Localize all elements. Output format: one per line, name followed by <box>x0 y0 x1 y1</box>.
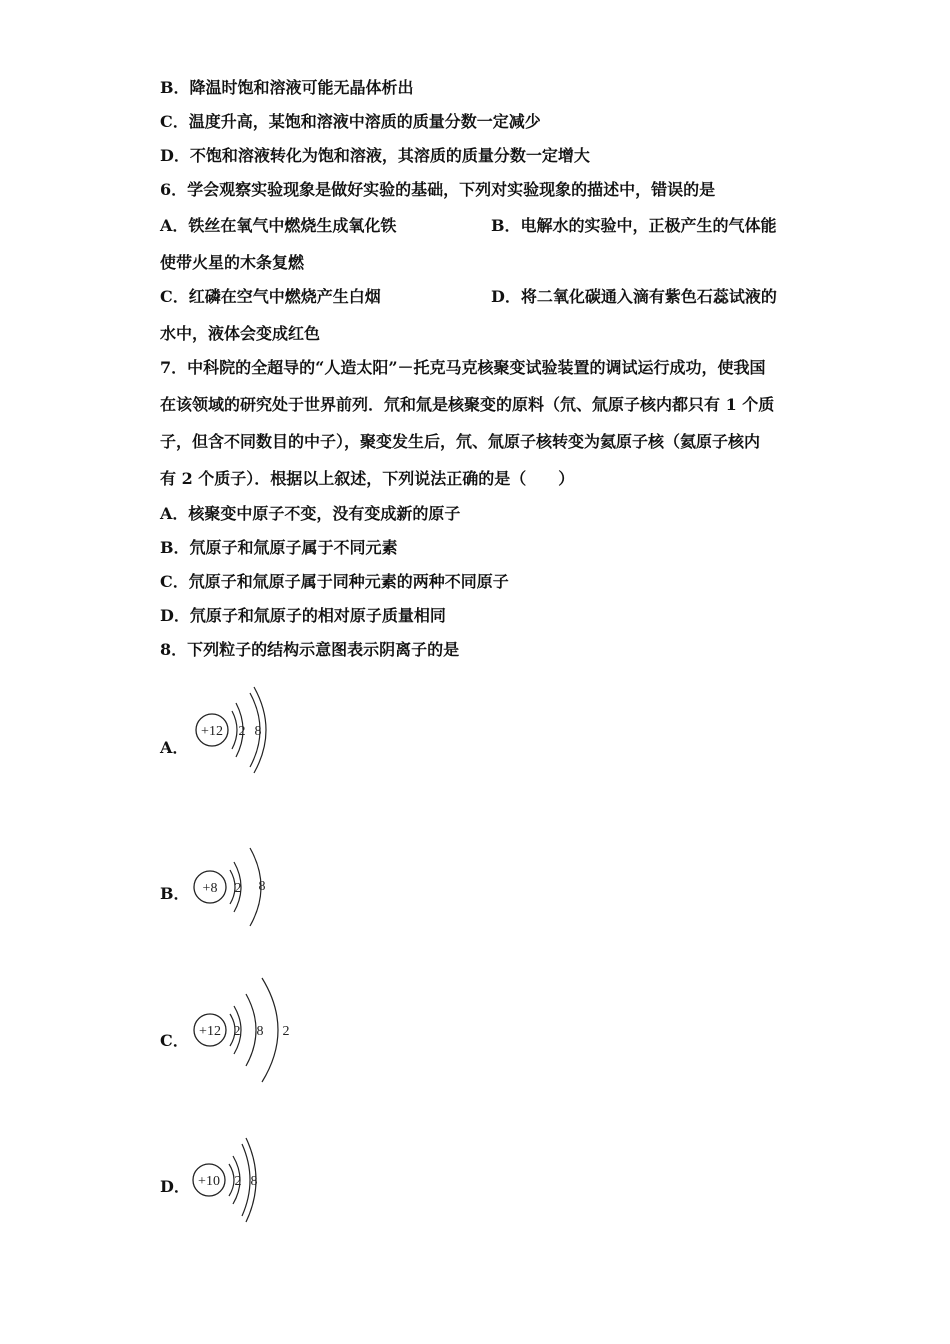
q8-option-c-atom-diagram <box>190 972 300 1090</box>
q6-option-b: B．电解水的实验中，正极产生的气体能 <box>491 216 777 235</box>
shell-electron-count: 2 <box>233 1024 241 1039</box>
q6-option-a: A．铁丝在氧气中燃烧生成氧化铁 <box>160 216 397 235</box>
q8-option-b-letter: B． <box>160 884 190 903</box>
nucleus-charge: +12 <box>199 1024 221 1039</box>
electron-shell-arc <box>232 711 237 749</box>
shell-electron-count: 8 <box>250 1174 258 1189</box>
q7-stem-line-1: 7．中科院的全超导的“人造太阳”－托克马克核聚变试验装置的调试运行成功，使我国 <box>160 358 766 377</box>
q8-option-a-atom-diagram <box>192 683 282 783</box>
q6-option-c: C．红磷在空气中燃烧产生白烟 <box>160 287 381 306</box>
q8-option-b-atom-diagram <box>192 842 282 932</box>
q7-stem-line-4: 有 2 个质子）．根据以上叙述，下列说法正确的是（ ） <box>160 469 575 488</box>
q6-option-d-continued: 水中，液体会变成红色 <box>160 324 321 343</box>
q7-stem-line-2: 在该领域的研究处于世界前列．氘和氚是核聚变的原料（氘、氚原子核内都只有 1 个质 <box>160 395 775 414</box>
nucleus-charge: +8 <box>202 881 218 896</box>
q8-stem: 8．下列粒子的结构示意图表示阴离子的是 <box>160 640 460 659</box>
q8-option-c-letter: C． <box>160 1031 189 1050</box>
shell-electron-count: 2 <box>282 1024 290 1039</box>
q7-option-c: C．氘原子和氚原子属于同种元素的两种不同原子 <box>160 572 509 591</box>
shell-electron-count: 8 <box>258 879 266 894</box>
q5-option-c: C．温度升高，某饱和溶液中溶质的质量分数一定减少 <box>160 112 541 131</box>
q7-option-b: B．氘原子和氚原子属于不同元素 <box>160 538 398 557</box>
electron-shell-arc <box>229 1164 234 1196</box>
q8-option-d-atom-diagram <box>190 1134 280 1224</box>
q6-option-d: D．将二氧化碳通入滴有紫色石蕊试液的 <box>491 287 777 306</box>
q7-option-a: A．核聚变中原子不变，没有变成新的原子 <box>160 504 461 523</box>
electron-shell-arc <box>246 994 256 1066</box>
q6-stem: 6．学会观察实验现象是做好实验的基础，下列对实验现象的描述中，错误的是 <box>160 180 716 199</box>
q7-option-d: D．氘原子和氚原子的相对原子质量相同 <box>160 606 446 625</box>
q6-option-b-continued: 使带火星的木条复燃 <box>160 253 305 272</box>
q5-option-b: B．降温时饱和溶液可能无晶体析出 <box>160 78 414 97</box>
electron-shell-arc <box>242 1144 250 1216</box>
q8-option-d-letter: D． <box>160 1177 190 1196</box>
electron-shell-arc <box>262 978 278 1082</box>
shell-electron-count: 2 <box>238 724 246 739</box>
shell-electron-count: 2 <box>234 1174 242 1189</box>
shell-electron-count: 2 <box>234 881 242 896</box>
nucleus-charge: +12 <box>201 724 223 739</box>
shell-electron-count: 8 <box>254 724 262 739</box>
shell-electron-count: 8 <box>256 1024 264 1039</box>
q5-option-d: D．不饱和溶液转化为饱和溶液，其溶质的质量分数一定增大 <box>160 146 590 165</box>
nucleus-charge: +10 <box>198 1174 220 1189</box>
q7-stem-line-3: 子，但含不同数目的中子），聚变发生后，氘、氚原子核转变为氦原子核（氦原子核内 <box>160 432 761 451</box>
q8-option-a-letter: A． <box>160 738 189 757</box>
